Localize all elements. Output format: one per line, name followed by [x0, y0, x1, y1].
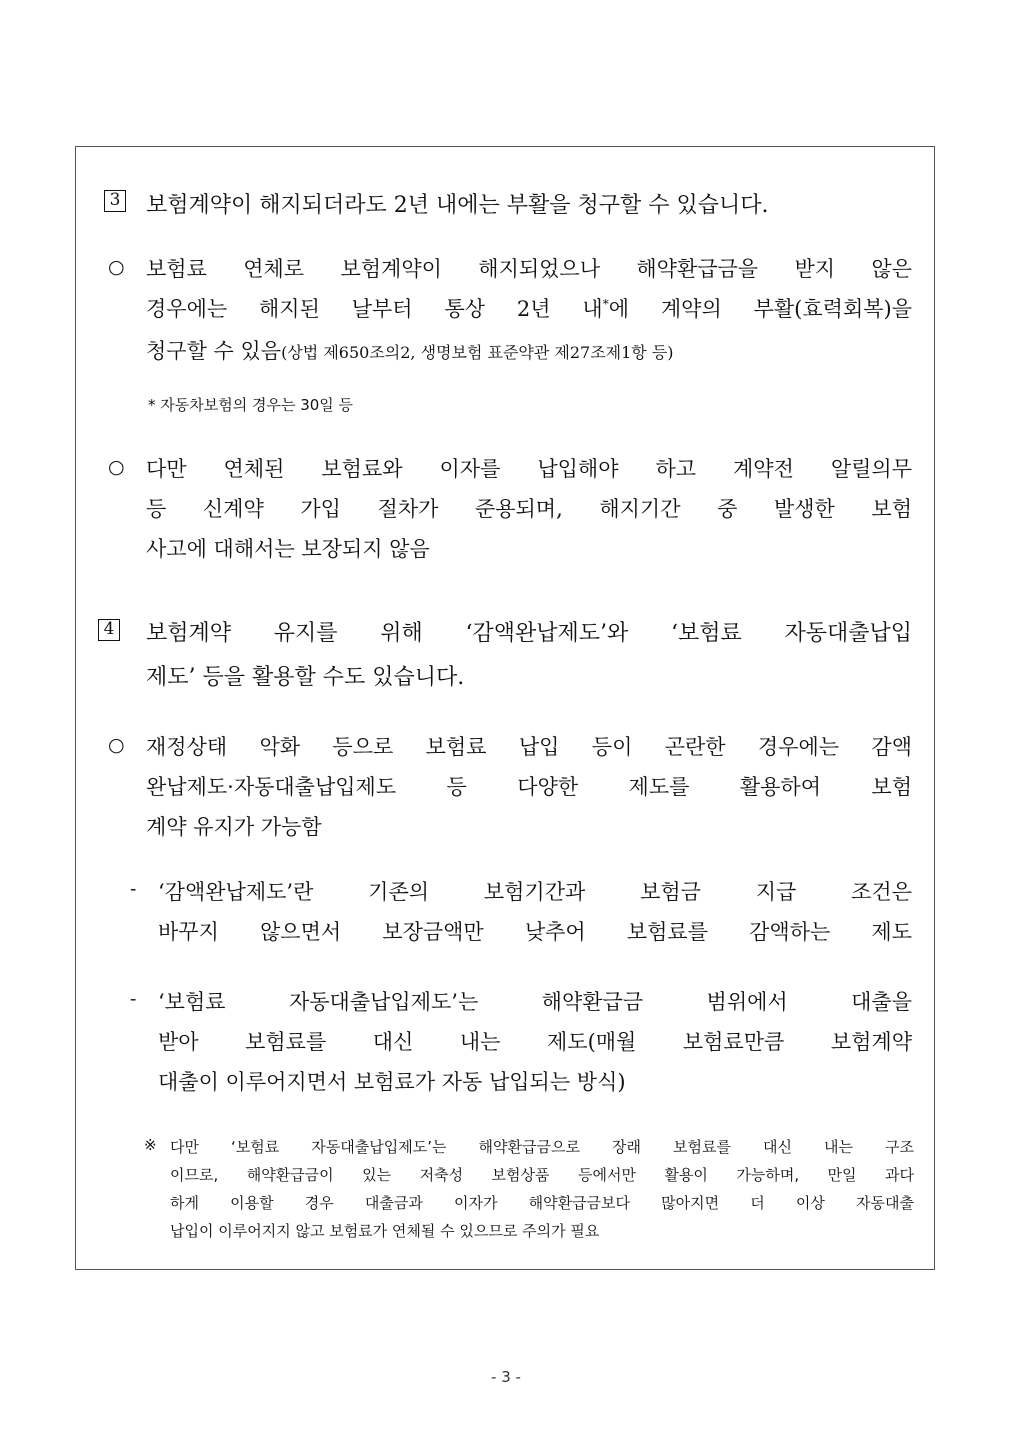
s4-bullet1-line1: 재정상태 악화 등으로 보험료 납입 등이 곤란한 경우에는 감액	[146, 735, 912, 759]
s4-bullet1-line3: 계약 유지가 가능함	[146, 815, 322, 839]
s3-bullet2-line1: 다만 연체된 보험료와 이자를 납입해야 하고 계약전 알릴의무	[146, 457, 913, 481]
s4-bullet1-line2: 완납제도·자동대출납입제도 등 다양한 제도를 활용하여 보험	[146, 775, 912, 799]
s4-dash1-line1: ‘감액완납제도’란 기존의 보험기간과 보험금 지급 조건은	[158, 880, 912, 904]
bullet-circle: ○	[108, 734, 125, 756]
section-4-heading-line2: 제도’ 등을 활용할 수도 있습니다.	[146, 665, 465, 690]
s3-bullet1-line2: 경우에는 해지된 날부터 통상 2년 내*에 계약의 부활(효력회복)을	[146, 297, 912, 321]
s4-dash2-line1: ‘보험료 자동대출납입제도’는 해약환급금 범위에서 대출을	[158, 990, 912, 1014]
s3-bullet2-line2: 등 신계약 가입 절차가 준용되며, 해지기간 중 발생한 보험	[146, 497, 912, 521]
s3-bullet2-line3: 사고에 대해서는 보장되지 않음	[146, 537, 430, 561]
section-number-3: 3	[104, 190, 126, 212]
reference-mark: ※	[144, 1136, 157, 1154]
dash-marker: -	[130, 878, 137, 900]
bullet-circle: ○	[108, 456, 125, 478]
dash-marker: -	[130, 988, 137, 1010]
bullet-circle: ○	[108, 256, 125, 278]
s4-note-line1: 다만 ‘보험료 자동대출납입제도’는 해약환급금으로 장래 보험료를 대신 내는 구조	[170, 1138, 914, 1156]
s4-dash1-line2: 바꾸지 않으면서 보장금액만 낮추어 보험료를 감액하는 제도	[158, 920, 912, 944]
s4-dash2-line3: 대출이 이루어지면서 보험료가 자동 납입되는 방식)	[158, 1070, 626, 1094]
page-number: - 3 -	[491, 1368, 521, 1386]
s3-bullet1-line3: 청구할 수 있음(상법 제650조의2, 생명보험 표준약관 제27조제1항 등)	[146, 339, 674, 363]
s3-footnote: * 자동차보험의 경우는 30일 등	[148, 396, 354, 414]
s3-bullet1-line1: 보험료 연체로 보험계약이 해지되었으나 해약환급금을 받지 않은	[146, 257, 912, 281]
s4-note-line2: 이므로, 해약환급금이 있는 저축성 보험상품 등에서만 활용이 가능하며, 만일 과다	[170, 1166, 914, 1184]
s4-dash2-line2: 받아 보험료를 대신 내는 제도(매월 보험료만큼 보험계약	[158, 1030, 912, 1054]
s4-note-line3: 하게 이용할 경우 대출금과 이자가 해약환급금보다 많아지면 더 이상 자동대출	[170, 1194, 914, 1212]
section-4-heading-line1: 보험계약 유지를 위해 ‘감액완납제도’와 ‘보험료 자동대출납입	[146, 621, 912, 646]
s4-note-line4: 납입이 이루어지지 않고 보험료가 연체될 수 있으므로 주의가 필요	[170, 1222, 600, 1240]
section-3-heading: 보험계약이 해지되더라도 2년 내에는 부활을 청구할 수 있습니다.	[146, 193, 769, 218]
section-number-4: 4	[98, 619, 120, 641]
